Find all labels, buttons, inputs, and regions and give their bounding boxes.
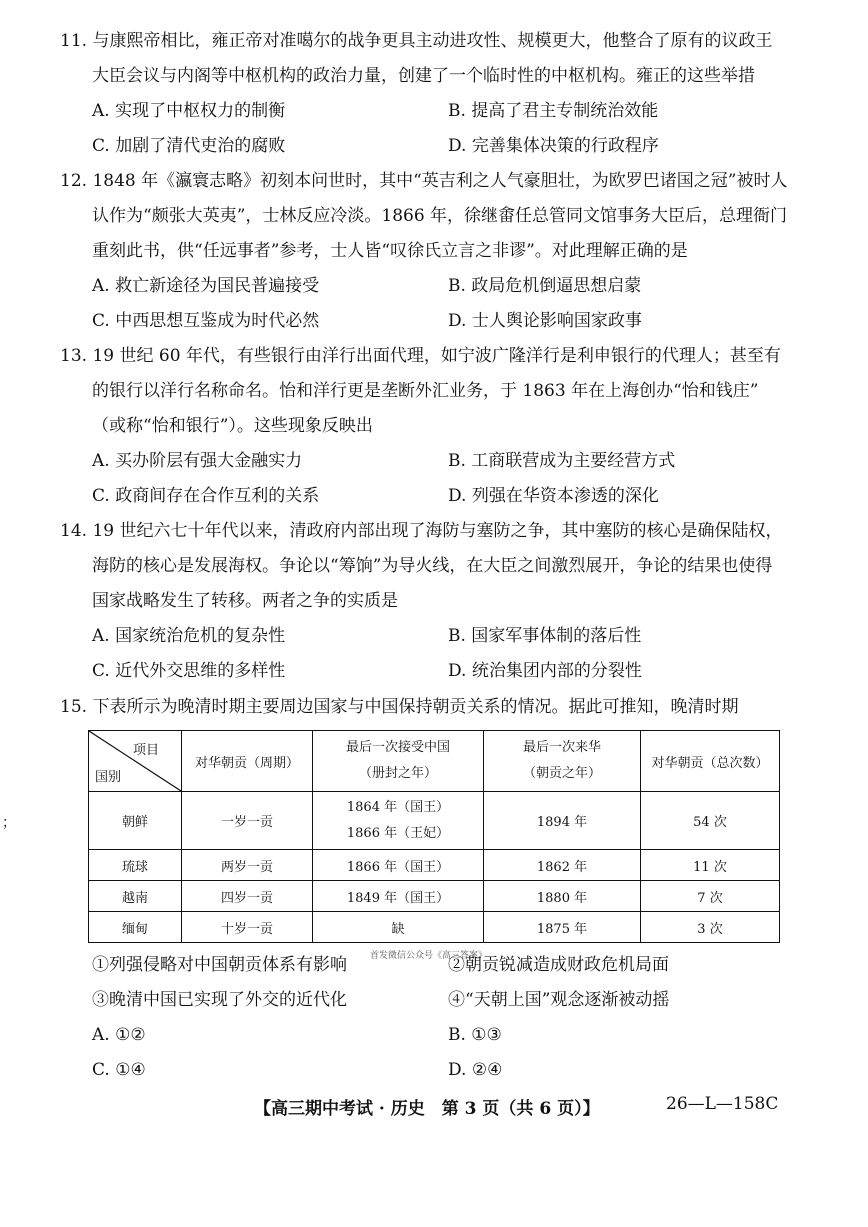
question-stem-line: 11. 与康熙帝相比，雍正帝对准噶尔的战争更具主动进攻性、规模更大，他整合了原有的议政王 bbox=[60, 31, 773, 51]
header-period: 对华朝贡（周期） bbox=[182, 731, 313, 792]
question-stem-line: 14. 19 世纪六七十年代以来，清政府内部出现了海防与塞防之争，其中塞防的核心是确保陆权， bbox=[60, 521, 783, 541]
statement-2: ②朝贡锐减造成财政危机局面 bbox=[448, 955, 669, 975]
total-cell: 11 次 bbox=[641, 850, 780, 881]
page-footer-title: 【高三期中考试 · 历史 第 3 页（共 6 页）】 bbox=[254, 1099, 600, 1119]
option-c: C. 加剧了清代吏治的腐败 bbox=[92, 136, 286, 156]
total-cell: 7 次 bbox=[641, 881, 780, 912]
table-row bbox=[89, 881, 780, 912]
last-visit-cell: 1880 年 bbox=[484, 881, 641, 912]
table-row bbox=[89, 792, 780, 850]
country-cell: 琉球 bbox=[89, 850, 182, 881]
header-investiture: 最后一次接受中国 （册封之年） bbox=[313, 731, 484, 792]
period-cell: 两岁一贡 bbox=[182, 850, 313, 881]
question-15-choices bbox=[60, 948, 780, 1088]
statement-1: ①列强侵略对中国朝贡体系有影响 bbox=[92, 955, 347, 975]
investiture-cell: 1864 年（国王） 1866 年（王妃） bbox=[313, 792, 484, 850]
option-d: D. 统治集团内部的分裂性 bbox=[448, 661, 642, 681]
country-cell: 越南 bbox=[89, 881, 182, 912]
options-row bbox=[60, 94, 780, 129]
option-c: C. 中西思想互鉴成为时代必然 bbox=[92, 311, 320, 331]
option-c: C. ①④ bbox=[92, 1060, 146, 1080]
options-row bbox=[60, 479, 780, 514]
options-row bbox=[60, 304, 780, 339]
tribute-table bbox=[88, 730, 780, 943]
option-a: A. 实现了中枢权力的制衡 bbox=[92, 101, 286, 121]
period-cell: 十岁一贡 bbox=[182, 912, 313, 943]
option-d: D. 士人舆论影响国家政事 bbox=[448, 311, 642, 331]
question-15 bbox=[60, 690, 780, 725]
option-b: B. ①③ bbox=[448, 1025, 502, 1045]
options-row bbox=[60, 444, 780, 479]
question-stem-line: 的银行以洋行名称命名。怡和洋行更是垄断外汇业务，于 1863 年在上海创办“怡和钱庄” bbox=[92, 381, 759, 401]
country-cell: 朝鲜 bbox=[89, 792, 182, 850]
options-row bbox=[60, 129, 780, 164]
options-row bbox=[60, 269, 780, 304]
question-12 bbox=[60, 164, 788, 339]
option-d: D. ②④ bbox=[448, 1060, 503, 1080]
total-cell: 3 次 bbox=[641, 912, 780, 943]
statements-row bbox=[60, 948, 780, 983]
options-row bbox=[60, 1053, 780, 1088]
investiture-cell: 1866 年（国王） bbox=[313, 850, 484, 881]
option-a: A. 国家统治危机的复杂性 bbox=[92, 626, 286, 646]
question-stem-line: 国家战略发生了转移。两者之争的实质是 bbox=[92, 591, 398, 611]
last-visit-cell: 1875 年 bbox=[484, 912, 641, 943]
option-b: B. 国家军事体制的落后性 bbox=[448, 626, 642, 646]
question-stem-line: 15. 下表所示为晚清时期主要周边国家与中国保持朝贡关系的情况。据此可推知，晚清时期 bbox=[60, 697, 739, 717]
margin-mark: ； bbox=[2, 815, 16, 831]
watermark-stamp: 首发微信公众号《高三答案》 bbox=[370, 951, 488, 961]
question-11 bbox=[60, 24, 780, 164]
header-country-label: 国别 bbox=[95, 770, 122, 785]
question-stem-line: （或称“怡和银行”）。这些现象反映出 bbox=[92, 416, 373, 436]
options-row bbox=[60, 619, 780, 654]
table-row bbox=[89, 850, 780, 881]
header-item-label: 项目 bbox=[132, 743, 159, 758]
option-a: A. 救亡新途径为国民普遍接受 bbox=[92, 276, 320, 296]
option-c: C. 政商间存在合作互利的关系 bbox=[92, 486, 320, 506]
option-d: D. 完善集体决策的行政程序 bbox=[448, 136, 659, 156]
option-b: B. 提高了君主专制统治效能 bbox=[448, 101, 659, 121]
table-row bbox=[89, 912, 780, 943]
statement-3: ③晚清中国已实现了外交的近代化 bbox=[92, 990, 347, 1010]
exam-code: 26—L—158C bbox=[666, 1094, 779, 1114]
option-c: C. 近代外交思维的多样性 bbox=[92, 661, 286, 681]
question-stem-line: 大臣会议与内阁等中枢机构的政治力量，创建了一个临时性的中枢机构。雍正的这些举措 bbox=[92, 66, 755, 86]
options-row bbox=[60, 1018, 780, 1053]
total-cell: 54 次 bbox=[641, 792, 780, 850]
investiture-cell: 1849 年（国王） bbox=[313, 881, 484, 912]
statements-row bbox=[60, 983, 780, 1018]
country-cell: 缅甸 bbox=[89, 912, 182, 943]
statement-4: ④“天朝上国”观念逐渐被动摇 bbox=[448, 990, 670, 1010]
corner-header-cell bbox=[89, 731, 182, 792]
question-stem-line: 12. 1848 年《瀛寰志略》初刻本问世时，其中“英吉利之人气豪胆壮，为欧罗巴诸国之冠”被时人 bbox=[60, 171, 788, 191]
header-total: 对华朝贡（总次数） bbox=[641, 731, 780, 792]
question-14 bbox=[60, 514, 783, 689]
option-b: B. 工商联营成为主要经营方式 bbox=[448, 451, 676, 471]
question-stem-line: 重刻此书，供“任远事者”参考，士人皆“叹徐氏立言之非谬”。对此理解正确的是 bbox=[92, 241, 688, 261]
header-last-visit: 最后一次来华 （朝贡之年） bbox=[484, 731, 641, 792]
option-b: B. 政局危机倒逼思想启蒙 bbox=[448, 276, 642, 296]
option-d: D. 列强在华资本渗透的深化 bbox=[448, 486, 659, 506]
last-visit-cell: 1862 年 bbox=[484, 850, 641, 881]
option-a: A. ①② bbox=[92, 1025, 146, 1045]
options-row bbox=[60, 654, 780, 689]
period-cell: 一岁一贡 bbox=[182, 792, 313, 850]
question-stem-line: 认作为“颇张大英夷”，士林反应冷淡。1866 年，徐继畬任总管同文馆事务大臣后，总理衙门 bbox=[92, 206, 788, 226]
table-header-row bbox=[89, 731, 780, 792]
question-stem-line: 海防的核心是发展海权。争论以“筹饷”为导火线，在大臣之间激烈展开，争论的结果也使得 bbox=[92, 556, 773, 576]
question-13 bbox=[60, 339, 780, 514]
investiture-cell: 缺 bbox=[313, 912, 484, 943]
last-visit-cell: 1894 年 bbox=[484, 792, 641, 850]
period-cell: 四岁一贡 bbox=[182, 881, 313, 912]
option-a: A. 买办阶层有强大金融实力 bbox=[92, 451, 303, 471]
question-stem-line: 13. 19 世纪 60 年代，有些银行由洋行出面代理，如宁波广隆洋行是利申银行的代理人；甚至有 bbox=[60, 346, 781, 366]
